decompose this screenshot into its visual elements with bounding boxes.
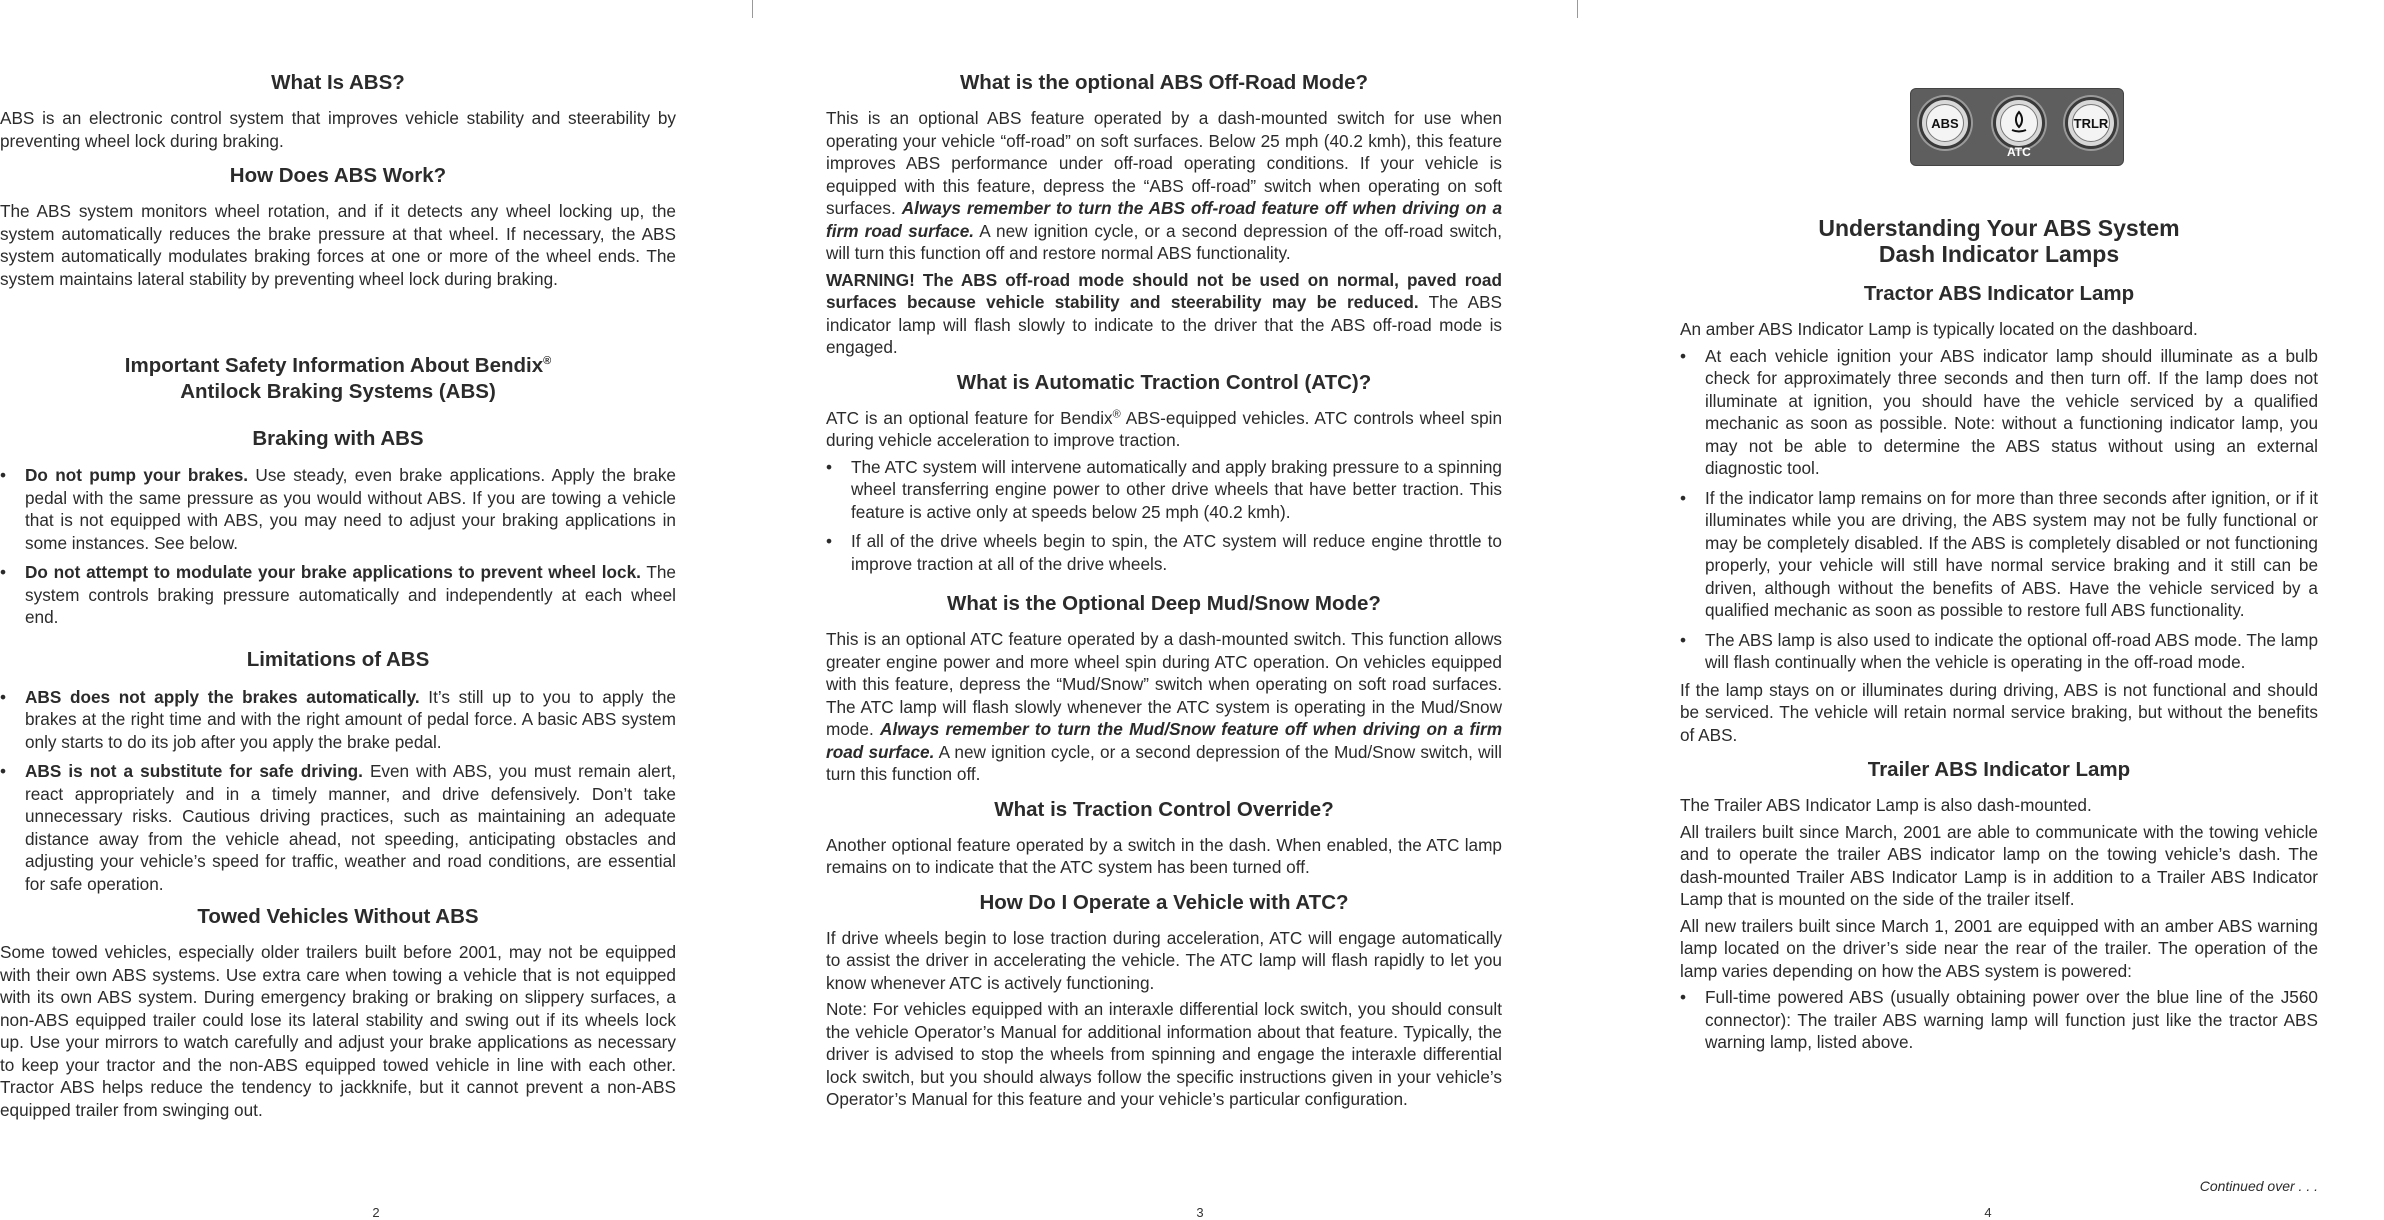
bullet-text: It’s still up to you to apply the brakes at the right time and with the right amount of pedal force. A basic ABS system only starts to do its job after you apply the brake pedal.: [25, 686, 676, 752]
limitations-list: [0, 686, 676, 896]
list-item: • The ATC system will intervene automatically and apply braking pressure to a spinning wheel transferring engine power to other drive wheels that have better traction. This feature is active only at speeds below 25 mph (40.2 kmh).: [826, 456, 1502, 522]
atc-list: [826, 456, 1502, 576]
atc-lamp: [1993, 97, 2045, 149]
how-abs-works-heading: How Does ABS Work?: [229, 164, 447, 187]
atc-lamp-icon: [2000, 104, 2038, 142]
list-item: • Do not pump your brakes. Use steady, even brake applications. Apply the brake pedal with the same pressure as you would without ABS. If you are towing a vehicle that is not equipped with ABS, you may need to adjust your braking applications in some instances. See below.: [0, 465, 676, 553]
trlr-lamp-label: TRLR: [2072, 104, 2110, 142]
understanding-heading: [1680, 215, 2318, 267]
what-is-abs-heading: What Is ABS?: [271, 71, 405, 94]
offroad-emphasis: Always remember to turn the ABS off-road feature off when driving on a firm road surface.: [826, 198, 1502, 241]
offroad-text: This is an optional ABS feature operated by a dash-mounted switch for use when operating your vehicle “off-road” on soft surfaces. Below 25 mph (40.2 kmh), this feature improves ABS performance under off-road operating conditions. If your vehicle is equipped with this feature, depress the “ABS off-road” switch when operating on soft surfaces.: [826, 108, 1502, 218]
bullet-bold-lead: ABS is not a substitute for safe driving.: [25, 761, 363, 781]
atc-text: ATC is an optional feature for Bendix: [826, 407, 1113, 428]
operate-heading: How Do I Operate a Vehicle with ATC?: [979, 890, 1349, 914]
bullet-bold-lead: Do not pump your brakes.: [25, 465, 249, 485]
tractor-intro: An amber ABS Indicator Lamp is typically located on the dashboard.: [1680, 319, 2198, 339]
bullet-text: At each vehicle ignition your ABS indicator lamp should illuminate as a bulb check for approximately three seconds and then turn off. If the lamp does not illuminate at ignition, you should have the vehicle serviced by a qualified mechanic as soon as possible. Note: without a functioning indicator lamp, you may not be able to determine the ABS status without using an external diagnostic tool.: [1705, 345, 2318, 478]
trailer-paragraph-3: All new trailers built since March 1, 2001 are equipped with an amber ABS warning lamp located on the driver’s side near the rear of the trailer. The operation of the lamp varies depending on how the ABS system is powered:: [1680, 915, 2318, 981]
list-item: • ABS does not apply the brakes automatically. It’s still up to you to apply the brakes at the right time and with the right amount of pedal force. A basic ABS system only starts to do its job after you apply the brake pedal.: [0, 686, 676, 752]
dash-lamp-panel: [1910, 88, 2124, 166]
bullet-text: The ABS lamp is also used to indicate the optional off-road ABS mode. The lamp will flash continually when the vehicle is operating in the off-road mode.: [1705, 629, 2318, 672]
trlr-lamp: [2065, 97, 2117, 149]
bullet-text: Full-time powered ABS (usually obtaining power over the blue line of the J560 connector): The trailer ABS warning lamp will function just like the tractor ABS warning lamp, listed above.: [1705, 987, 2318, 1052]
note-paragraph: Note: For vehicles equipped with an interaxle differential lock switch, you should consult the vehicle Operator’s Manual for additional information about that feature. Typically, the driver is advised to stop the wheels from spinning and engage the interaxle differential lock switch, but you should always follow the specific instructions given in your vehicle’s Operator’s Manual for this feature and your vehicle’s particular configuration.: [826, 999, 1502, 1109]
tractor-list: [1680, 345, 2318, 674]
continued-note: Continued over . . .: [2199, 1178, 2318, 1194]
offroad-warning: [826, 269, 1502, 359]
bullet-text: Use steady, even brake applications. Apply the brake pedal with the same pressure as you would without ABS. If you are towing a vehicle that is not equipped with ABS, you may need to adjust your braking applications in some instances. See below.: [25, 465, 676, 553]
trailer-paragraph-2: All trailers built since March, 2001 are able to communicate with the towing vehicle and to operate the trailer ABS indicator lamp on the towing vehicle’s dash. The dash-mounted Trailer ABS Indicator Lamp is in addition to a Trailer ABS Indicator Lamp that is mounted on the side of the trailer itself.: [1680, 821, 2318, 909]
atc-label: ATC: [2007, 145, 2031, 159]
warning-bold: WARNING! The ABS off-road mode should not be used on normal, paved road surfaces because vehicle stability and steerability may be reduced.: [826, 269, 1502, 312]
tractor-lamp-heading: Tractor ABS Indicator Lamp: [1863, 282, 2135, 305]
registered-mark: ®: [1112, 407, 1121, 420]
bullet-text: If the indicator lamp remains on for more than three seconds after ignition, or if it illuminates while you are driving, the ABS system may not be fully functional or may be completely disabled. If the ABS is completely disabled or not functioning properly, your vehicle will still have normal service braking and it still can be driven, although without the benefits of ABS. Have the vehicle serviced by a qualified mechanic as soon as possible to restore full ABS functionality.: [1705, 487, 2318, 620]
towed-vehicles-paragraph: Some towed vehicles, especially older trailers built before 2001, may not be equipped with their own ABS systems. Use extra care when towing a vehicle that is not equipped with its own ABS system. During emergency braking or braking on slippery surfaces, a non-ABS equipped trailer could lose its lateral stability and swing out if its wheels lock up. Use your mirrors to watch carefully and adjust your brake applications as necessary to keep your tractor and the non-ABS equipped towed vehicle in line with each other. Tractor ABS helps reduce the tendency to jackknife, but it cannot prevent a non-ABS equipped trailer from swinging out.: [0, 942, 676, 1120]
what-is-abs-paragraph: ABS is an electronic control system that improves vehicle stability and steerability by preventing wheel lock during braking.: [0, 108, 676, 151]
braking-heading: Braking with ABS: [252, 427, 424, 450]
bullet-bold-lead: Do not attempt to modulate your brake applications to prevent wheel lock.: [25, 562, 641, 582]
abs-lamp-label: ABS: [1926, 104, 1964, 142]
list-item: • Do not attempt to modulate your brake applications to prevent wheel lock. The system controls braking pressure automatically and independently at each wheel end.: [0, 562, 676, 627]
tractor-after-paragraph: If the lamp stays on or illuminates during driving, ABS is not functional and should be serviced. The vehicle will retain normal service braking, but without the benefits of ABS.: [1680, 679, 2318, 745]
warning-text: The ABS indicator lamp will flash slowly to indicate to the driver that the ABS off-road mode is engaged.: [826, 292, 1502, 357]
understanding-heading-line1: Understanding Your ABS System: [1818, 215, 2180, 241]
limitations-heading: Limitations of ABS: [246, 647, 430, 671]
mud-snow-heading: What is the Optional Deep Mud/Snow Mode?: [947, 592, 1381, 615]
bullet-text: The ATC system will intervene automatically and apply braking pressure to a spinning wheel transferring engine power to other drive wheels that have better traction. This feature is active only at speeds below 25 mph (40.2 kmh).: [851, 456, 1502, 522]
list-item: • If all of the drive wheels begin to spin, the ATC system will reduce engine throttle to improve traction at all of the drive wheels.: [826, 531, 1502, 574]
bullet-bold-lead: ABS does not apply the brakes automatically.: [25, 686, 420, 707]
page-4-column: [1680, 0, 2318, 1219]
page-3-column: [826, 0, 1502, 1219]
bullet-text: If all of the drive wheels begin to spin, the ATC system will reduce engine throttle to improve traction at all of the drive wheels.: [851, 531, 1502, 574]
bullet-text: Even with ABS, you must remain alert, react appropriately and in a timely manner, and drive defensively. Don’t take unnecessary risks. Cautious driving practices, such as maintaining an adequate distance away from the vehicle ahead, not speeding, anticipating obstacles and adjusting your vehicle’s speed for traffic, weather and road conditions, are essential for safe operation.: [25, 761, 676, 894]
offroad-text-end: A new ignition cycle, or a second depression of the off-road switch, will turn this function off and restore normal ABS functionality.: [826, 220, 1502, 263]
braking-list: [0, 464, 676, 629]
atc-paragraph: [826, 407, 1502, 452]
mud-snow-paragraph: [826, 628, 1502, 786]
mud-text: This is an optional ATC feature operated by a dash-mounted switch. This function allows greater engine power and more wheel spin during ATC operation. On vehicles equipped with this feature, depress the “Mud/Snow” switch when operating on soft road surfaces. The ATC lamp will flash slowly whenever the ATC system is operating in the Mud/Snow mode.: [826, 629, 1502, 739]
trailer-paragraph-1: The Trailer ABS Indicator Lamp is also dash-mounted.: [1680, 795, 2092, 815]
list-item: • At each vehicle ignition your ABS indicator lamp should illuminate as a bulb check for approximately three seconds and then turn off. If the lamp does not illuminate at ignition, you should have the vehicle serviced by a qualified mechanic as soon as possible. Note: without a functioning indicator lamp, you may not be able to determine the ABS status without using an external diagnostic tool.: [1680, 345, 2318, 478]
list-item: • Full-time powered ABS (usually obtaining power over the blue line of the J560 connector): The trailer ABS warning lamp will function just like the tractor ABS warning lamp, listed above.: [1680, 987, 2318, 1052]
how-abs-works-paragraph: The ABS system monitors wheel rotation, and if it detects any wheel locking up, the system automatically reduces the brake pressure at that wheel. If necessary, the ABS system automatically modulates braking forces at one or more of the wheel ends. The system maintains lateral stability by preventing wheel lock during braking.: [0, 201, 676, 289]
understanding-heading-line2: Dash Indicator Lamps: [1878, 241, 2120, 267]
offroad-heading: What is the optional ABS Off-Road Mode?: [959, 71, 1369, 94]
towed-vehicles-heading: Towed Vehicles Without ABS: [197, 905, 479, 928]
trailer-lamp-heading: Trailer ABS Indicator Lamp: [1867, 758, 2131, 781]
page-number: 3: [1196, 1205, 1204, 1220]
list-item: • ABS is not a substitute for safe driving. Even with ABS, you must remain alert, react appropriately and in a timely manner, and drive defensively. Don’t take unnecessary risks. Cautious driving practices, such as maintaining an adequate distance away from the vehicle ahead, not speeding, anticipating obstacles and adjusting your vehicle’s speed for traffic, weather and road conditions, are essential for safe operation.: [0, 761, 676, 894]
safety-heading-line1: Important Safety Information About Bendix: [124, 354, 544, 377]
page-number: 4: [1984, 1205, 1992, 1220]
operate-paragraph: If drive wheels begin to lose traction during acceleration, ATC will engage automatically to assist the driver in accelerating the vehicle. The ATC lamp will flash rapidly to let you know whenever ATC is actively functioning.: [826, 927, 1502, 993]
safety-heading: [0, 353, 676, 405]
atc-text-end: ABS-equipped vehicles. ATC controls wheel spin during vehicle acceleration to improve traction.: [826, 407, 1502, 450]
page-number: 2: [372, 1205, 380, 1220]
registered-mark: ®: [543, 355, 552, 368]
override-paragraph: Another optional feature operated by a switch in the dash. When enabled, the ATC lamp remains on to indicate that the ATC system has been turned off.: [826, 834, 1502, 877]
atc-heading: What is Automatic Traction Control (ATC)?: [956, 370, 1372, 394]
list-item: • The ABS lamp is also used to indicate the optional off-road ABS mode. The lamp will flash continually when the vehicle is operating in the off-road mode.: [1680, 629, 2318, 672]
bullet-text: The system controls braking pressure automatically and independently at each wheel end.: [25, 562, 676, 627]
list-item: • If the indicator lamp remains on for more than three seconds after ignition, or if it illuminates while you are driving, the ABS system may not be fully functional or may be completely disabled. If the ABS is completely disabled or not functioning properly, your vehicle will still have normal service braking and it still can be driven, although without the benefits of ABS. Have the vehicle serviced by a qualified mechanic as soon as possible to restore full ABS functionality.: [1680, 487, 2318, 620]
crop-mark: [1577, 0, 1578, 18]
page-2-column: [0, 0, 676, 1219]
mud-text-end: A new ignition cycle, or a second depression of the Mud/Snow switch, will turn this function off.: [826, 741, 1503, 784]
trailer-list: [1680, 986, 2318, 1054]
abs-lamp: [1919, 97, 1971, 149]
override-heading: What is Traction Control Override?: [994, 797, 1334, 821]
offroad-paragraph: [826, 107, 1502, 265]
safety-heading-line2: Antilock Braking Systems (ABS): [180, 380, 496, 403]
mud-emphasis: Always remember to turn the Mud/Snow feature off when driving on a firm road surface.: [826, 719, 1502, 762]
crop-mark: [752, 0, 753, 18]
